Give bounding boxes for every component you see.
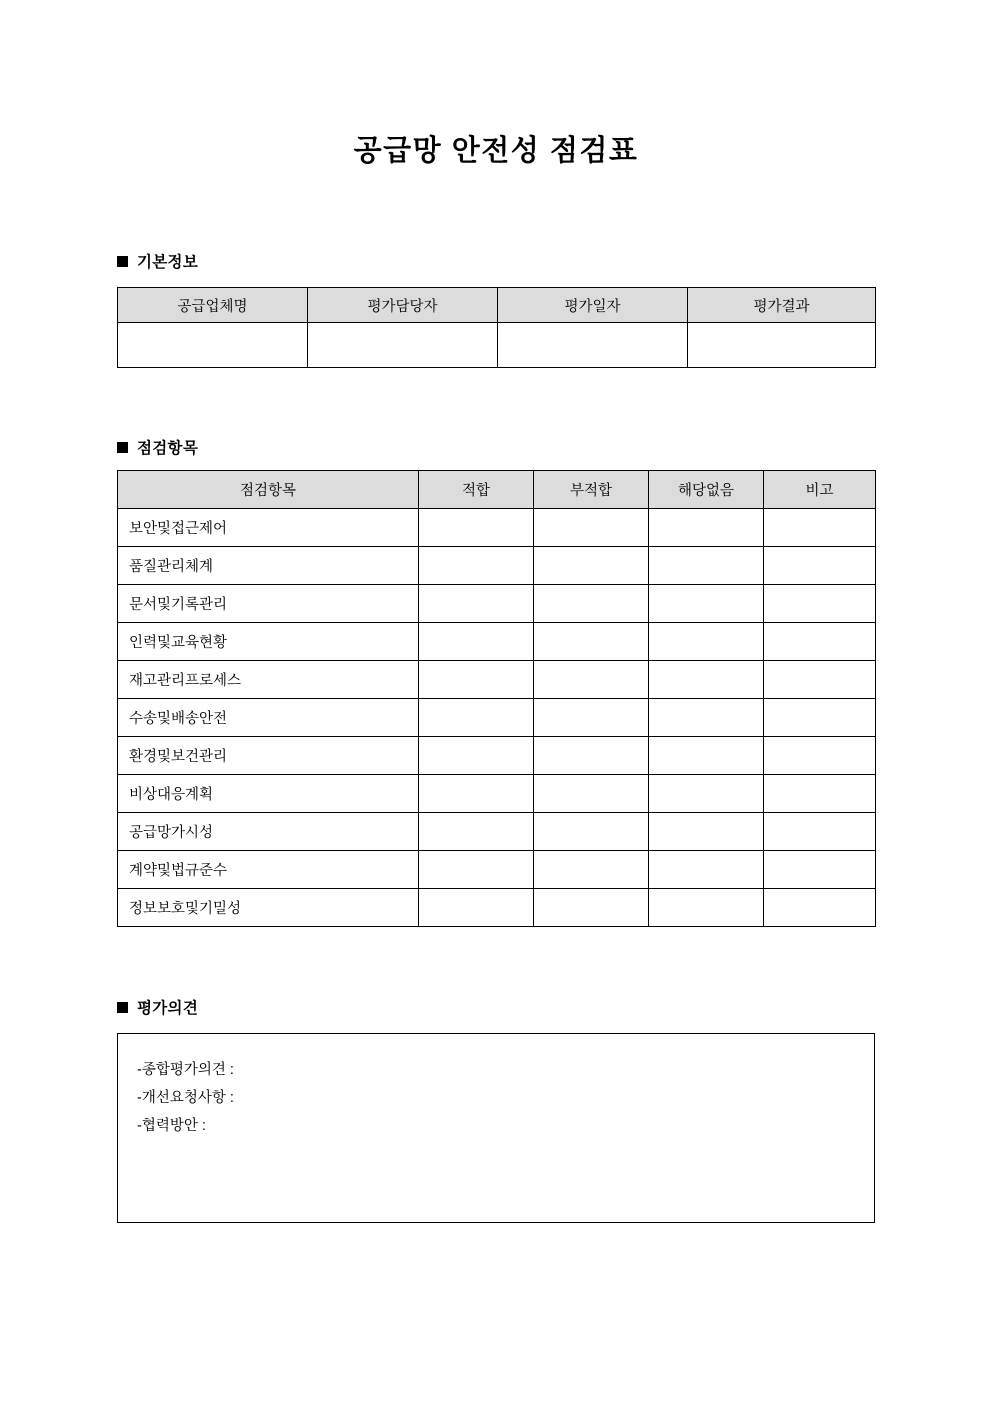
checkbox-nonconform[interactable] xyxy=(534,509,649,547)
field-supplier-name[interactable] xyxy=(118,323,308,368)
field-remark[interactable] xyxy=(764,585,876,623)
section-heading-label: 평가의견 xyxy=(137,1000,199,1017)
checkbox-nonconform[interactable] xyxy=(534,547,649,585)
column-header-evaluator: 평가담당자 xyxy=(308,288,498,323)
checkbox-not-applicable[interactable] xyxy=(649,699,764,737)
checkbox-not-applicable[interactable] xyxy=(649,661,764,699)
checkbox-conform[interactable] xyxy=(419,623,534,661)
checkbox-nonconform[interactable] xyxy=(534,661,649,699)
table-row xyxy=(118,623,876,661)
checklist-item-label: 환경및보건관리 xyxy=(118,737,419,775)
checkbox-not-applicable[interactable] xyxy=(649,509,764,547)
checkbox-not-applicable[interactable] xyxy=(649,851,764,889)
checkbox-conform[interactable] xyxy=(419,547,534,585)
checkbox-conform[interactable] xyxy=(419,813,534,851)
checkbox-nonconform[interactable] xyxy=(534,851,649,889)
checkbox-not-applicable[interactable] xyxy=(649,889,764,927)
checklist-item-label: 수송및배송안전 xyxy=(118,699,419,737)
table-row xyxy=(118,661,876,699)
field-evaluation-date[interactable] xyxy=(498,323,688,368)
table-row xyxy=(118,775,876,813)
checkbox-conform[interactable] xyxy=(419,585,534,623)
checkbox-not-applicable[interactable] xyxy=(649,813,764,851)
field-evaluation-result[interactable] xyxy=(688,323,876,368)
column-header-check-item: 점검항목 xyxy=(118,471,419,509)
checklist-table-body xyxy=(118,509,876,927)
field-remark[interactable] xyxy=(764,775,876,813)
section-heading-label: 기본정보 xyxy=(137,254,199,271)
column-header-evaluation-result: 평가결과 xyxy=(688,288,876,323)
checkbox-conform[interactable] xyxy=(419,509,534,547)
field-remark[interactable] xyxy=(764,737,876,775)
square-bullet-icon xyxy=(117,1002,128,1013)
square-bullet-icon xyxy=(117,256,128,267)
field-remark[interactable] xyxy=(764,699,876,737)
field-evaluator[interactable] xyxy=(308,323,498,368)
column-header-supplier-name: 공급업체명 xyxy=(118,288,308,323)
table-row xyxy=(118,323,876,368)
checkbox-not-applicable[interactable] xyxy=(649,585,764,623)
section-heading-remarks xyxy=(117,996,198,1018)
table-row xyxy=(118,547,876,585)
checklist-item-label: 정보보호및기밀성 xyxy=(118,889,419,927)
remarks-textarea[interactable] xyxy=(117,1033,875,1223)
table-row xyxy=(118,699,876,737)
checklist-item-label: 인력및교육현황 xyxy=(118,623,419,661)
table-header-row xyxy=(118,471,876,509)
section-heading-basic-info xyxy=(117,250,198,272)
checkbox-not-applicable[interactable] xyxy=(649,623,764,661)
checkbox-not-applicable[interactable] xyxy=(649,737,764,775)
column-header-evaluation-date: 평가일자 xyxy=(498,288,688,323)
table-row xyxy=(118,509,876,547)
field-remark[interactable] xyxy=(764,813,876,851)
table-row xyxy=(118,737,876,775)
column-header-not-applicable: 해당없음 xyxy=(649,471,764,509)
remark-line-improvement-request: -개선요청사항 : xyxy=(137,1090,234,1106)
table-header-row xyxy=(118,288,876,323)
checklist-item-label: 비상대응계획 xyxy=(118,775,419,813)
checkbox-conform[interactable] xyxy=(419,775,534,813)
checklist-item-label: 보안및접근제어 xyxy=(118,509,419,547)
table-row xyxy=(118,851,876,889)
basic-info-table xyxy=(117,287,876,368)
checkbox-conform[interactable] xyxy=(419,737,534,775)
column-header-nonconform: 부적합 xyxy=(534,471,649,509)
section-heading-label: 점검항목 xyxy=(137,440,199,457)
remark-line-overall-opinion: -종합평가의견 : xyxy=(137,1062,234,1078)
table-row xyxy=(118,585,876,623)
page-title: 공급망 안전성 점검표 xyxy=(353,135,639,167)
checkbox-nonconform[interactable] xyxy=(534,623,649,661)
checkbox-not-applicable[interactable] xyxy=(649,775,764,813)
table-row xyxy=(118,813,876,851)
checklist-item-label: 계약및법규준수 xyxy=(118,851,419,889)
checkbox-conform[interactable] xyxy=(419,889,534,927)
field-remark[interactable] xyxy=(764,661,876,699)
field-remark[interactable] xyxy=(764,509,876,547)
table-row xyxy=(118,889,876,927)
checkbox-nonconform[interactable] xyxy=(534,585,649,623)
section-heading-checklist xyxy=(117,436,198,458)
column-header-remark: 비고 xyxy=(764,471,876,509)
field-remark[interactable] xyxy=(764,851,876,889)
column-header-conform: 적합 xyxy=(419,471,534,509)
checklist-table xyxy=(117,470,876,927)
checklist-item-label: 공급망가시성 xyxy=(118,813,419,851)
checkbox-nonconform[interactable] xyxy=(534,813,649,851)
checklist-item-label: 품질관리체계 xyxy=(118,547,419,585)
field-remark[interactable] xyxy=(764,547,876,585)
remark-line-cooperation-plan: -협력방안 : xyxy=(137,1118,206,1134)
checkbox-conform[interactable] xyxy=(419,699,534,737)
checkbox-nonconform[interactable] xyxy=(534,889,649,927)
checkbox-nonconform[interactable] xyxy=(534,737,649,775)
checkbox-nonconform[interactable] xyxy=(534,775,649,813)
field-remark[interactable] xyxy=(764,889,876,927)
checkbox-conform[interactable] xyxy=(419,661,534,699)
field-remark[interactable] xyxy=(764,623,876,661)
checkbox-not-applicable[interactable] xyxy=(649,547,764,585)
square-bullet-icon xyxy=(117,442,128,453)
checkbox-conform[interactable] xyxy=(419,851,534,889)
checkbox-nonconform[interactable] xyxy=(534,699,649,737)
checklist-item-label: 재고관리프로세스 xyxy=(118,661,419,699)
checklist-item-label: 문서및기록관리 xyxy=(118,585,419,623)
